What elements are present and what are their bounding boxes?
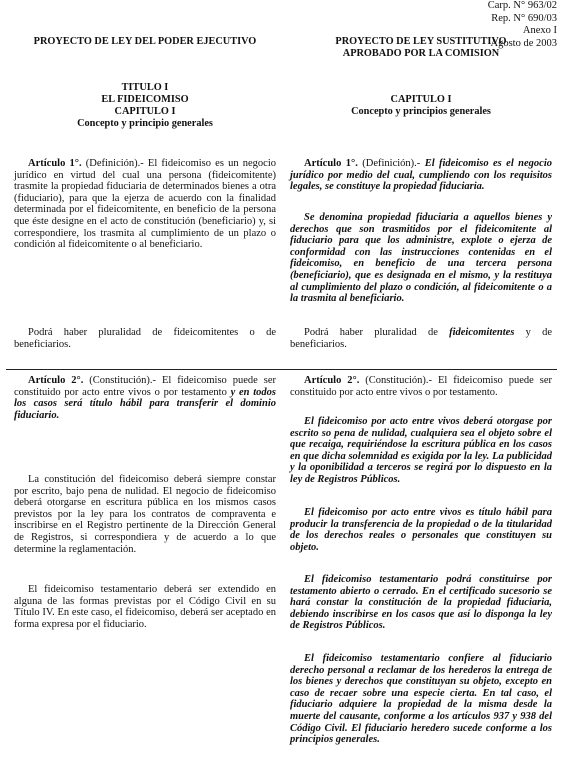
right-pluralidad-a: Podrá haber pluralidad de [304,327,450,338]
right-article-1 [290,158,552,193]
left-art2-italic: y en todos los casos será título hábil para transferir el dominio fiduciario. [14,386,276,421]
right-paragraph-testamentario: El fideicomiso testamentario podrá constituirse por testamento abierto o cerrado. En el certificado sucesorio se hará constar la constitución de la propiedad fiduciaria, debiendo inscribirse en los casos que así lo disponga la ley de Registros Públicos. [290,574,552,632]
left-constitucion-paragraph: La constitución del fideicomiso deberá siempre constar por escrito, bajo pena de nulidad. El negocio de fideicomiso deberá otorgarse en escritura pública en los mismos casos previstos por la ley para los contratos de compraventa e inscribirse en el Registro pertinente de la Dirección General de Registros, si correspondiera y de acuerdo a lo que determine la reglamentación. [14,474,276,555]
right-article-2 [290,375,552,398]
right-pluralidad-c: y de beneficiarios. [290,327,552,350]
right-paragraph-acto-entre-vivos: El fideicomiso por acto entre vivos deberá otorgase por escrito so pena de nulidad, cualquiera sea el objeto sobre el que recaiga, requiriéndose la escritura pública en los casos en que dicha solemnidad es exigida por la ley. La publicidad y la oponibilidad a terceros se regirá por lo dispuesto en la ley de Registros Públicos. [290,416,552,485]
left-title-concepto: Concepto y principio generales [77,118,213,129]
carpeta-number: Carp. N° 963/02 [487,0,557,11]
left-title-titulo: TITULO I [121,82,169,93]
left-art1-label: Artículo 1°. [28,158,82,169]
left-testamentario-paragraph: El fideicomiso testamentario deberá ser extendido en alguna de las formas previstas por el Código Civil en su Título IV. En este caso, el fideicomiso, deberá ser aceptado en forma expresa por el fiduciario. [14,584,276,630]
right-art1-text: El fideicomiso es el negocio jurídico por medio del cual, cumpliendo con los requisitos legales, se constituye la propiedad fiduciaria. [290,158,552,193]
right-art1-mid: (Definición).- [357,158,425,169]
left-title-block [14,82,276,130]
left-article-1 [14,158,276,251]
left-title-capitulo: CAPITULO I [114,106,176,117]
right-paragraph-titulo-habil: El fideicomiso por acto entre vivos es título hábil para producir la transferencia de la propiedad o de la titularidad de los derechos reales o personales que constituyen su objeto. [290,507,552,553]
right-paragraph-derecho-personal: El fideicomiso testamentario confiere al fiduciario derecho personal a reclamar de los herederos la entrega de los bienes y derechos que constituyan su objeto, excepto en caso de recaer sobre una especie cierta. En tal caso, el fiduciario adquiere la propiedad de la misma desde la muerte del causante, conforme a los artículos 937 y 938 del Código Civil. El fiduciario heredero sucede conforme a los principios generales. [290,653,552,746]
right-heading-sustitutivo: PROYECTO DE LEY SUSTITUTIVO [335,36,507,47]
left-article-2 [14,375,276,421]
repartido-number: Rep. N° 690/03 [491,12,557,24]
section-divider [6,369,557,370]
left-art1-text: (Definición).- El fideicomiso es un negocio jurídico en virtud del cual una persona (fideicomitente) trasmite la propiedad fiduciaria de determinados bienes a otra (fiduciario), para que la ejerza de acuerdo con la finalidad determinada por el fideicomitente, en beneficio de la persona que éste designe en el acto de constitución (beneficiario) y, si correspondiere, los trasmita al cumplimiento de un plazo o condición al fideicomitente o al beneficiario. [14,158,277,251]
left-heading: PROYECTO DE LEY DEL PODER EJECUTIVO [33,36,257,47]
left-pluralidad: Podrá haber pluralidad de fideicomitentes o de beneficiarios. [14,327,276,350]
right-pluralidad [290,327,552,350]
right-art2-text: (Constitución).- El fideicomiso puede ser constituido por acto entre vivos o por testamento. [290,375,552,398]
right-title-block [290,94,552,118]
document-date: Agosto de 2003 [490,37,557,49]
left-art2-text: (Constitución).- El fideicomiso puede ser constituido por acto entre vivos o por testamento [14,375,276,398]
left-title-fideicomiso: EL FIDEICOMISO [101,94,189,105]
right-heading-block [290,36,552,60]
right-heading-aprobado: APROBADO POR LA COMISION [342,48,500,59]
right-title-concepto: Concepto y principios generales [351,106,491,117]
right-art2-label: Artículo 2°. [304,375,360,386]
right-pluralidad-b: fideicomitentes [449,327,515,338]
left-art2-label: Artículo 2°. [28,375,84,386]
annex-label: Anexo I [522,25,557,36]
right-denomina-paragraph: Se denomina propiedad fiduciaria a aquellos bienes y derechos que son trasmitidos por el fideicomitente al fiduciario para que los administre, explote o ejerza de conformidad con las instrucciones contenidas en el fideicomiso, en beneficio de una tercera persona (beneficiario), que es designada en el mismo, y la restituya al cumplimiento del plazo o condición, al fideicomitente o a la trasmita al beneficiario. [290,212,552,305]
right-art1-label: Artículo 1°. [304,158,358,169]
right-title-capitulo: CAPITULO I [390,94,452,105]
